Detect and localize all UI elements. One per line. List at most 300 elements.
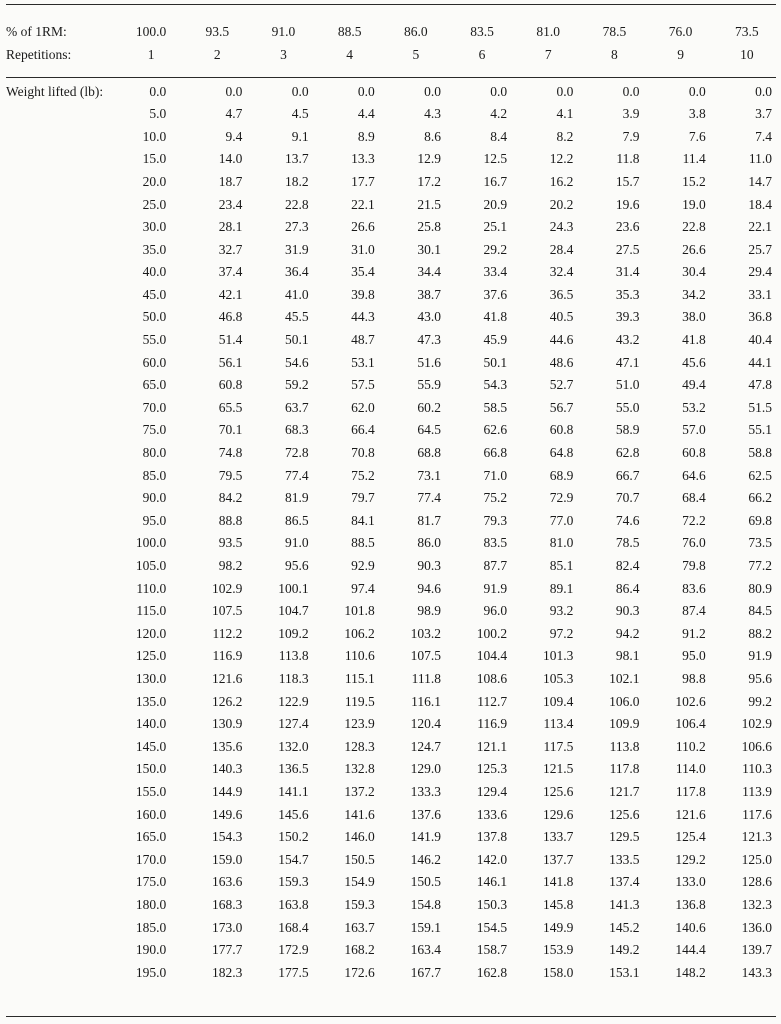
estimate-cell: 16.7 [483, 173, 508, 189]
estimate-cell: 4.1 [556, 106, 574, 122]
estimate-cell: 43.2 [615, 332, 640, 348]
estimate-cell: 25.8 [417, 219, 441, 235]
estimate-cell: 62.6 [483, 422, 508, 438]
estimate-cell: 77.4 [417, 490, 441, 506]
estimate-cell: 141.8 [542, 874, 574, 890]
repetition-cell: 1 [147, 46, 155, 62]
estimate-cell: 100.1 [278, 580, 309, 596]
row-label-empty [6, 848, 114, 871]
estimate-cell: 71.0 [483, 467, 508, 483]
estimate-cell: 106.0 [609, 693, 640, 709]
estimate-cell: 60.8 [218, 377, 243, 393]
estimate-cell: 116.9 [477, 716, 508, 732]
repetitions-header-row [6, 43, 776, 66]
weight-cell: 170.0 [135, 851, 167, 867]
estimate-cell: 65.5 [218, 399, 243, 415]
estimate-cell: 58.9 [615, 422, 640, 438]
estimate-cell: 79.7 [351, 490, 375, 506]
estimate-cell: 149.2 [609, 942, 640, 958]
weight-cell: 60.0 [142, 354, 167, 370]
estimate-cell: 119.5 [344, 693, 375, 709]
estimate-cell: 101.3 [542, 648, 574, 664]
estimate-cell: 105.3 [542, 670, 574, 686]
estimate-cell: 168.4 [278, 919, 309, 935]
estimate-cell: 51.6 [417, 354, 441, 370]
estimate-cell: 111.8 [411, 670, 441, 686]
row-label-empty [6, 487, 114, 510]
estimate-cell: 137.7 [542, 851, 574, 867]
estimate-cell: 140.6 [675, 919, 706, 935]
estimate-cell: 182.3 [212, 964, 243, 980]
estimate-cell: 94.6 [417, 580, 441, 596]
estimate-cell: 0.0 [424, 83, 441, 99]
table-row [6, 893, 776, 916]
estimate-cell: 144.9 [212, 783, 243, 799]
estimate-cell: 39.3 [615, 309, 640, 325]
estimate-cell: 102.1 [609, 670, 640, 686]
estimate-cell: 159.3 [344, 896, 375, 912]
estimate-cell: 63.7 [284, 399, 309, 415]
estimate-cell: 4.3 [424, 106, 441, 122]
estimate-cell: 154.7 [278, 851, 309, 867]
row-label-empty [6, 464, 114, 487]
table-row [6, 532, 776, 555]
estimate-cell: 4.2 [490, 106, 508, 122]
estimate-cell: 70.1 [218, 422, 243, 438]
row-label-empty [6, 713, 114, 736]
estimate-cell: 0.0 [291, 83, 309, 99]
estimate-cell: 167.7 [410, 964, 441, 980]
table-row [6, 374, 776, 397]
estimate-cell: 34.2 [682, 286, 706, 302]
estimate-cell: 113.4 [543, 716, 574, 732]
estimate-cell: 163.8 [278, 896, 309, 912]
estimate-cell: 22.1 [748, 219, 772, 235]
estimate-cell: 17.2 [417, 173, 441, 189]
estimate-cell: 168.2 [344, 942, 375, 958]
estimate-cell: 109.4 [542, 693, 574, 709]
row-label-empty [6, 622, 114, 645]
percent-cell: 78.5 [602, 23, 627, 39]
estimate-cell: 4.7 [225, 106, 243, 122]
estimate-cell: 102.9 [741, 716, 772, 732]
estimate-cell: 21.5 [417, 196, 441, 212]
estimate-cell: 75.2 [351, 467, 375, 483]
percent-cell: 91.0 [271, 23, 296, 39]
estimate-cell: 48.7 [351, 332, 375, 348]
estimate-cell: 27.5 [615, 241, 640, 257]
row-label-empty [6, 758, 114, 781]
weight-cell: 90.0 [142, 490, 167, 506]
estimate-cell: 72.8 [284, 445, 309, 461]
repetition-cell: 9 [677, 46, 684, 62]
estimate-cell: 59.2 [284, 377, 309, 393]
row-label-empty [6, 193, 114, 216]
table-row [6, 351, 776, 374]
estimate-cell: 135.6 [212, 738, 243, 754]
estimate-cell: 107.5 [212, 603, 243, 619]
estimate-cell: 146.2 [410, 851, 441, 867]
estimate-cell: 141.9 [410, 829, 441, 845]
table-row [6, 509, 776, 532]
estimate-cell: 148.2 [675, 964, 706, 980]
estimate-cell: 66.4 [351, 422, 375, 438]
estimate-cell: 35.4 [351, 264, 375, 280]
estimate-cell: 133.3 [410, 783, 441, 799]
estimate-cell: 106.4 [675, 716, 706, 732]
estimate-cell: 44.6 [549, 332, 574, 348]
table-row [6, 442, 776, 465]
estimate-cell: 46.8 [218, 309, 243, 325]
estimate-cell: 143.3 [741, 964, 772, 980]
estimate-cell: 113.8 [278, 648, 309, 664]
estimate-cell: 162.8 [476, 964, 508, 980]
repetitions-label: Repetitions: [6, 46, 72, 62]
estimate-cell: 94.2 [615, 625, 640, 641]
weight-cell: 145.0 [135, 738, 167, 754]
bottom-rule [6, 1016, 776, 1017]
estimate-cell: 113.9 [742, 783, 772, 799]
estimate-cell: 30.4 [682, 264, 706, 280]
estimate-cell: 129.5 [609, 829, 640, 845]
estimate-cell: 19.0 [682, 196, 706, 212]
estimate-cell: 75.2 [483, 490, 508, 506]
estimate-cell: 72.9 [549, 490, 574, 506]
row-label-empty [6, 419, 114, 442]
estimate-cell: 57.0 [682, 422, 706, 438]
table-row [6, 125, 776, 148]
estimate-cell: 86.4 [615, 580, 640, 596]
estimate-cell: 91.2 [682, 625, 706, 641]
one-rep-max-table [6, 20, 776, 984]
weight-cell: 45.0 [142, 286, 167, 302]
estimate-cell: 64.5 [417, 422, 441, 438]
estimate-cell: 3.9 [622, 106, 640, 122]
estimate-cell: 106.2 [344, 625, 375, 641]
estimate-cell: 78.5 [615, 535, 640, 551]
estimate-cell: 55.1 [748, 422, 772, 438]
estimate-cell: 153.9 [542, 942, 574, 958]
estimate-cell: 150.5 [410, 874, 441, 890]
table-row [6, 690, 776, 713]
estimate-cell: 154.9 [344, 874, 375, 890]
table-row [6, 464, 776, 487]
table-row [6, 261, 776, 284]
estimate-cell: 0.0 [556, 83, 574, 99]
weight-cell: 20.0 [142, 173, 167, 189]
row-label-empty [6, 396, 114, 419]
estimate-cell: 86.5 [284, 512, 309, 528]
estimate-cell: 26.6 [351, 219, 375, 235]
row-label-empty [6, 329, 114, 352]
row-label-empty [6, 532, 114, 555]
estimate-cell: 153.1 [609, 964, 640, 980]
table-row [6, 622, 776, 645]
weight-cell: 15.0 [142, 151, 167, 167]
estimate-cell: 129.6 [542, 806, 574, 822]
estimate-cell: 154.5 [476, 919, 508, 935]
estimate-cell: 125.6 [542, 783, 574, 799]
estimate-cell: 88.2 [748, 625, 772, 641]
weight-cell: 120.0 [135, 625, 167, 641]
estimate-cell: 125.3 [476, 761, 508, 777]
estimate-cell: 142.0 [476, 851, 508, 867]
estimate-cell: 8.6 [424, 128, 441, 144]
estimate-cell: 95.6 [284, 558, 309, 574]
estimate-cell: 97.4 [351, 580, 375, 596]
estimate-cell: 136.0 [741, 919, 772, 935]
estimate-cell: 73.5 [748, 535, 772, 551]
estimate-cell: 129.4 [476, 783, 508, 799]
estimate-cell: 125.4 [675, 829, 706, 845]
table-row [6, 216, 776, 239]
estimate-cell: 133.7 [542, 829, 574, 845]
percent-cell: 100.0 [135, 23, 167, 39]
estimate-cell: 83.6 [682, 580, 706, 596]
estimate-cell: 53.2 [682, 399, 706, 415]
estimate-cell: 109.9 [609, 716, 640, 732]
weight-cell: 155.0 [135, 783, 167, 799]
estimate-cell: 58.8 [748, 445, 772, 461]
estimate-cell: 136.5 [278, 761, 309, 777]
estimate-cell: 49.4 [682, 377, 706, 393]
estimate-cell: 44.1 [748, 354, 772, 370]
estimate-cell: 13.7 [284, 151, 309, 167]
row-label-empty [6, 803, 114, 826]
row-label-empty [6, 667, 114, 690]
estimate-cell: 12.2 [549, 151, 574, 167]
estimate-cell: 64.6 [682, 467, 706, 483]
percent-cell: 81.0 [536, 23, 561, 39]
estimate-cell: 154.8 [410, 896, 441, 912]
weight-cell: 105.0 [135, 558, 167, 574]
estimate-cell: 66.7 [615, 467, 640, 483]
estimate-cell: 76.0 [682, 535, 706, 551]
estimate-cell: 45.5 [284, 309, 309, 325]
estimate-cell: 68.4 [682, 490, 706, 506]
estimate-cell: 33.4 [483, 264, 508, 280]
row-label-empty [6, 600, 114, 623]
percent-label: % of 1RM: [6, 23, 67, 39]
estimate-cell: 81.9 [284, 490, 309, 506]
estimate-cell: 98.9 [417, 603, 441, 619]
estimate-cell: 25.1 [483, 219, 508, 235]
estimate-cell: 23.4 [218, 196, 243, 212]
estimate-cell: 30.1 [417, 241, 441, 257]
repetition-cell: 10 [740, 46, 754, 62]
percent-cell: 88.5 [337, 23, 362, 39]
weight-cell: 150.0 [135, 761, 167, 777]
estimate-cell: 56.1 [218, 354, 243, 370]
repetition-cell: 8 [611, 46, 618, 62]
row-label-empty [6, 238, 114, 261]
estimate-cell: 55.0 [615, 399, 640, 415]
row-label-empty [6, 871, 114, 894]
estimate-cell: 149.9 [542, 919, 574, 935]
header-spacer [6, 66, 776, 80]
estimate-cell: 122.9 [278, 693, 309, 709]
estimate-cell: 66.8 [483, 445, 508, 461]
estimate-cell: 110.6 [344, 648, 375, 664]
weight-cell: 40.0 [142, 264, 167, 280]
row-label-empty [6, 961, 114, 984]
estimate-cell: 29.2 [483, 241, 508, 257]
estimate-cell: 124.7 [410, 738, 441, 754]
estimate-cell: 29.4 [748, 264, 772, 280]
estimate-cell: 139.7 [741, 942, 772, 958]
estimate-cell: 20.9 [483, 196, 508, 212]
table-row [6, 80, 776, 103]
table-row [6, 939, 776, 962]
estimate-cell: 14.0 [218, 151, 243, 167]
repetition-cell: 5 [412, 46, 420, 62]
weight-cell: 65.0 [142, 377, 167, 393]
estimate-cell: 102.9 [212, 580, 243, 596]
estimate-cell: 36.5 [549, 286, 574, 302]
estimate-cell: 140.3 [212, 761, 243, 777]
estimate-cell: 38.7 [417, 286, 441, 302]
weight-cell: 70.0 [142, 399, 167, 415]
estimate-cell: 11.0 [748, 151, 772, 167]
estimate-cell: 98.1 [615, 648, 640, 664]
estimate-cell: 109.2 [278, 625, 309, 641]
estimate-cell: 82.4 [615, 558, 640, 574]
estimate-cell: 58.5 [483, 399, 508, 415]
estimate-cell: 145.8 [542, 896, 574, 912]
row-label-empty [6, 148, 114, 171]
row-label-empty [6, 780, 114, 803]
weight-cell: 25.0 [142, 196, 167, 212]
estimate-cell: 81.7 [417, 512, 441, 528]
estimate-cell: 79.3 [483, 512, 508, 528]
table-row [6, 758, 776, 781]
estimate-cell: 56.7 [549, 399, 574, 415]
estimate-cell: 50.1 [284, 332, 309, 348]
estimate-cell: 7.6 [688, 128, 706, 144]
estimate-cell: 114.0 [675, 761, 706, 777]
estimate-cell: 121.3 [741, 829, 772, 845]
table-row [6, 170, 776, 193]
estimate-cell: 163.6 [212, 874, 243, 890]
estimate-cell: 100.2 [476, 625, 508, 641]
table-row [6, 735, 776, 758]
estimate-cell: 8.2 [556, 128, 574, 144]
estimate-cell: 120.4 [410, 716, 441, 732]
row-label-empty [6, 554, 114, 577]
estimate-cell: 27.3 [284, 219, 309, 235]
estimate-cell: 98.2 [218, 558, 243, 574]
table-row [6, 826, 776, 849]
weight-cell: 75.0 [142, 422, 167, 438]
estimate-cell: 54.6 [284, 354, 309, 370]
weight-cell: 130.0 [135, 670, 167, 686]
estimate-cell: 60.2 [417, 399, 441, 415]
estimate-cell: 47.1 [615, 354, 640, 370]
estimate-cell: 24.3 [549, 219, 574, 235]
estimate-cell: 88.5 [351, 535, 375, 551]
estimate-cell: 88.8 [218, 512, 243, 528]
estimate-cell: 25.7 [748, 241, 772, 257]
estimate-cell: 136.8 [675, 896, 706, 912]
estimate-cell: 116.9 [212, 648, 243, 664]
weight-cell: 0.0 [149, 83, 167, 99]
estimate-cell: 53.1 [351, 354, 375, 370]
repetition-cell: 3 [280, 46, 287, 62]
estimate-cell: 35.3 [615, 286, 640, 302]
weight-cell: 180.0 [135, 896, 167, 912]
estimate-cell: 121.6 [212, 670, 243, 686]
row-label-empty [6, 645, 114, 668]
estimate-cell: 129.0 [410, 761, 441, 777]
estimate-cell: 17.7 [351, 173, 375, 189]
estimate-cell: 60.8 [549, 422, 574, 438]
table-row [6, 961, 776, 984]
estimate-cell: 0.0 [755, 83, 772, 99]
estimate-cell: 137.4 [609, 874, 640, 890]
estimate-cell: 0.0 [490, 83, 508, 99]
estimate-cell: 31.0 [351, 241, 375, 257]
estimate-cell: 117.6 [742, 806, 772, 822]
estimate-cell: 145.6 [278, 806, 309, 822]
estimate-cell: 101.8 [344, 603, 375, 619]
weight-lifted-label: Weight lifted (lb): [6, 83, 104, 99]
estimate-cell: 96.0 [483, 603, 508, 619]
estimate-cell: 117.5 [543, 738, 574, 754]
estimate-cell: 87.4 [682, 603, 706, 619]
table-row [6, 193, 776, 216]
estimate-cell: 0.0 [225, 83, 243, 99]
estimate-cell: 117.8 [609, 761, 640, 777]
estimate-cell: 22.8 [682, 219, 706, 235]
estimate-cell: 3.7 [755, 106, 772, 122]
estimate-cell: 47.8 [748, 377, 772, 393]
estimate-cell: 42.1 [218, 286, 243, 302]
estimate-cell: 12.5 [483, 151, 508, 167]
estimate-cell: 177.7 [212, 942, 243, 958]
table-row [6, 554, 776, 577]
weight-cell: 95.0 [142, 512, 167, 528]
estimate-cell: 11.4 [682, 151, 706, 167]
estimate-cell: 91.0 [284, 535, 309, 551]
table-row [6, 103, 776, 126]
estimate-cell: 137.8 [476, 829, 508, 845]
estimate-cell: 92.9 [351, 558, 375, 574]
table-row [6, 645, 776, 668]
estimate-cell: 44.3 [351, 309, 375, 325]
percent-header-row [6, 20, 776, 43]
row-label-empty [6, 283, 114, 306]
estimate-cell: 125.0 [741, 851, 772, 867]
percent-cell: 73.5 [735, 23, 759, 39]
estimate-cell: 0.0 [357, 83, 375, 99]
row-label-empty [6, 577, 114, 600]
estimate-cell: 38.0 [682, 309, 706, 325]
estimate-cell: 70.8 [351, 445, 375, 461]
estimate-cell: 26.6 [682, 241, 706, 257]
row-label-empty [6, 216, 114, 239]
row-label-empty [6, 893, 114, 916]
estimate-cell: 36.4 [284, 264, 309, 280]
weight-cell: 50.0 [142, 309, 167, 325]
estimate-cell: 110.3 [742, 761, 772, 777]
estimate-cell: 45.6 [682, 354, 706, 370]
estimate-cell: 45.9 [483, 332, 508, 348]
estimate-cell: 51.4 [218, 332, 243, 348]
weight-cell: 35.0 [142, 241, 167, 257]
estimate-cell: 28.4 [549, 241, 574, 257]
estimate-cell: 158.0 [542, 964, 574, 980]
row-label-empty [6, 509, 114, 532]
